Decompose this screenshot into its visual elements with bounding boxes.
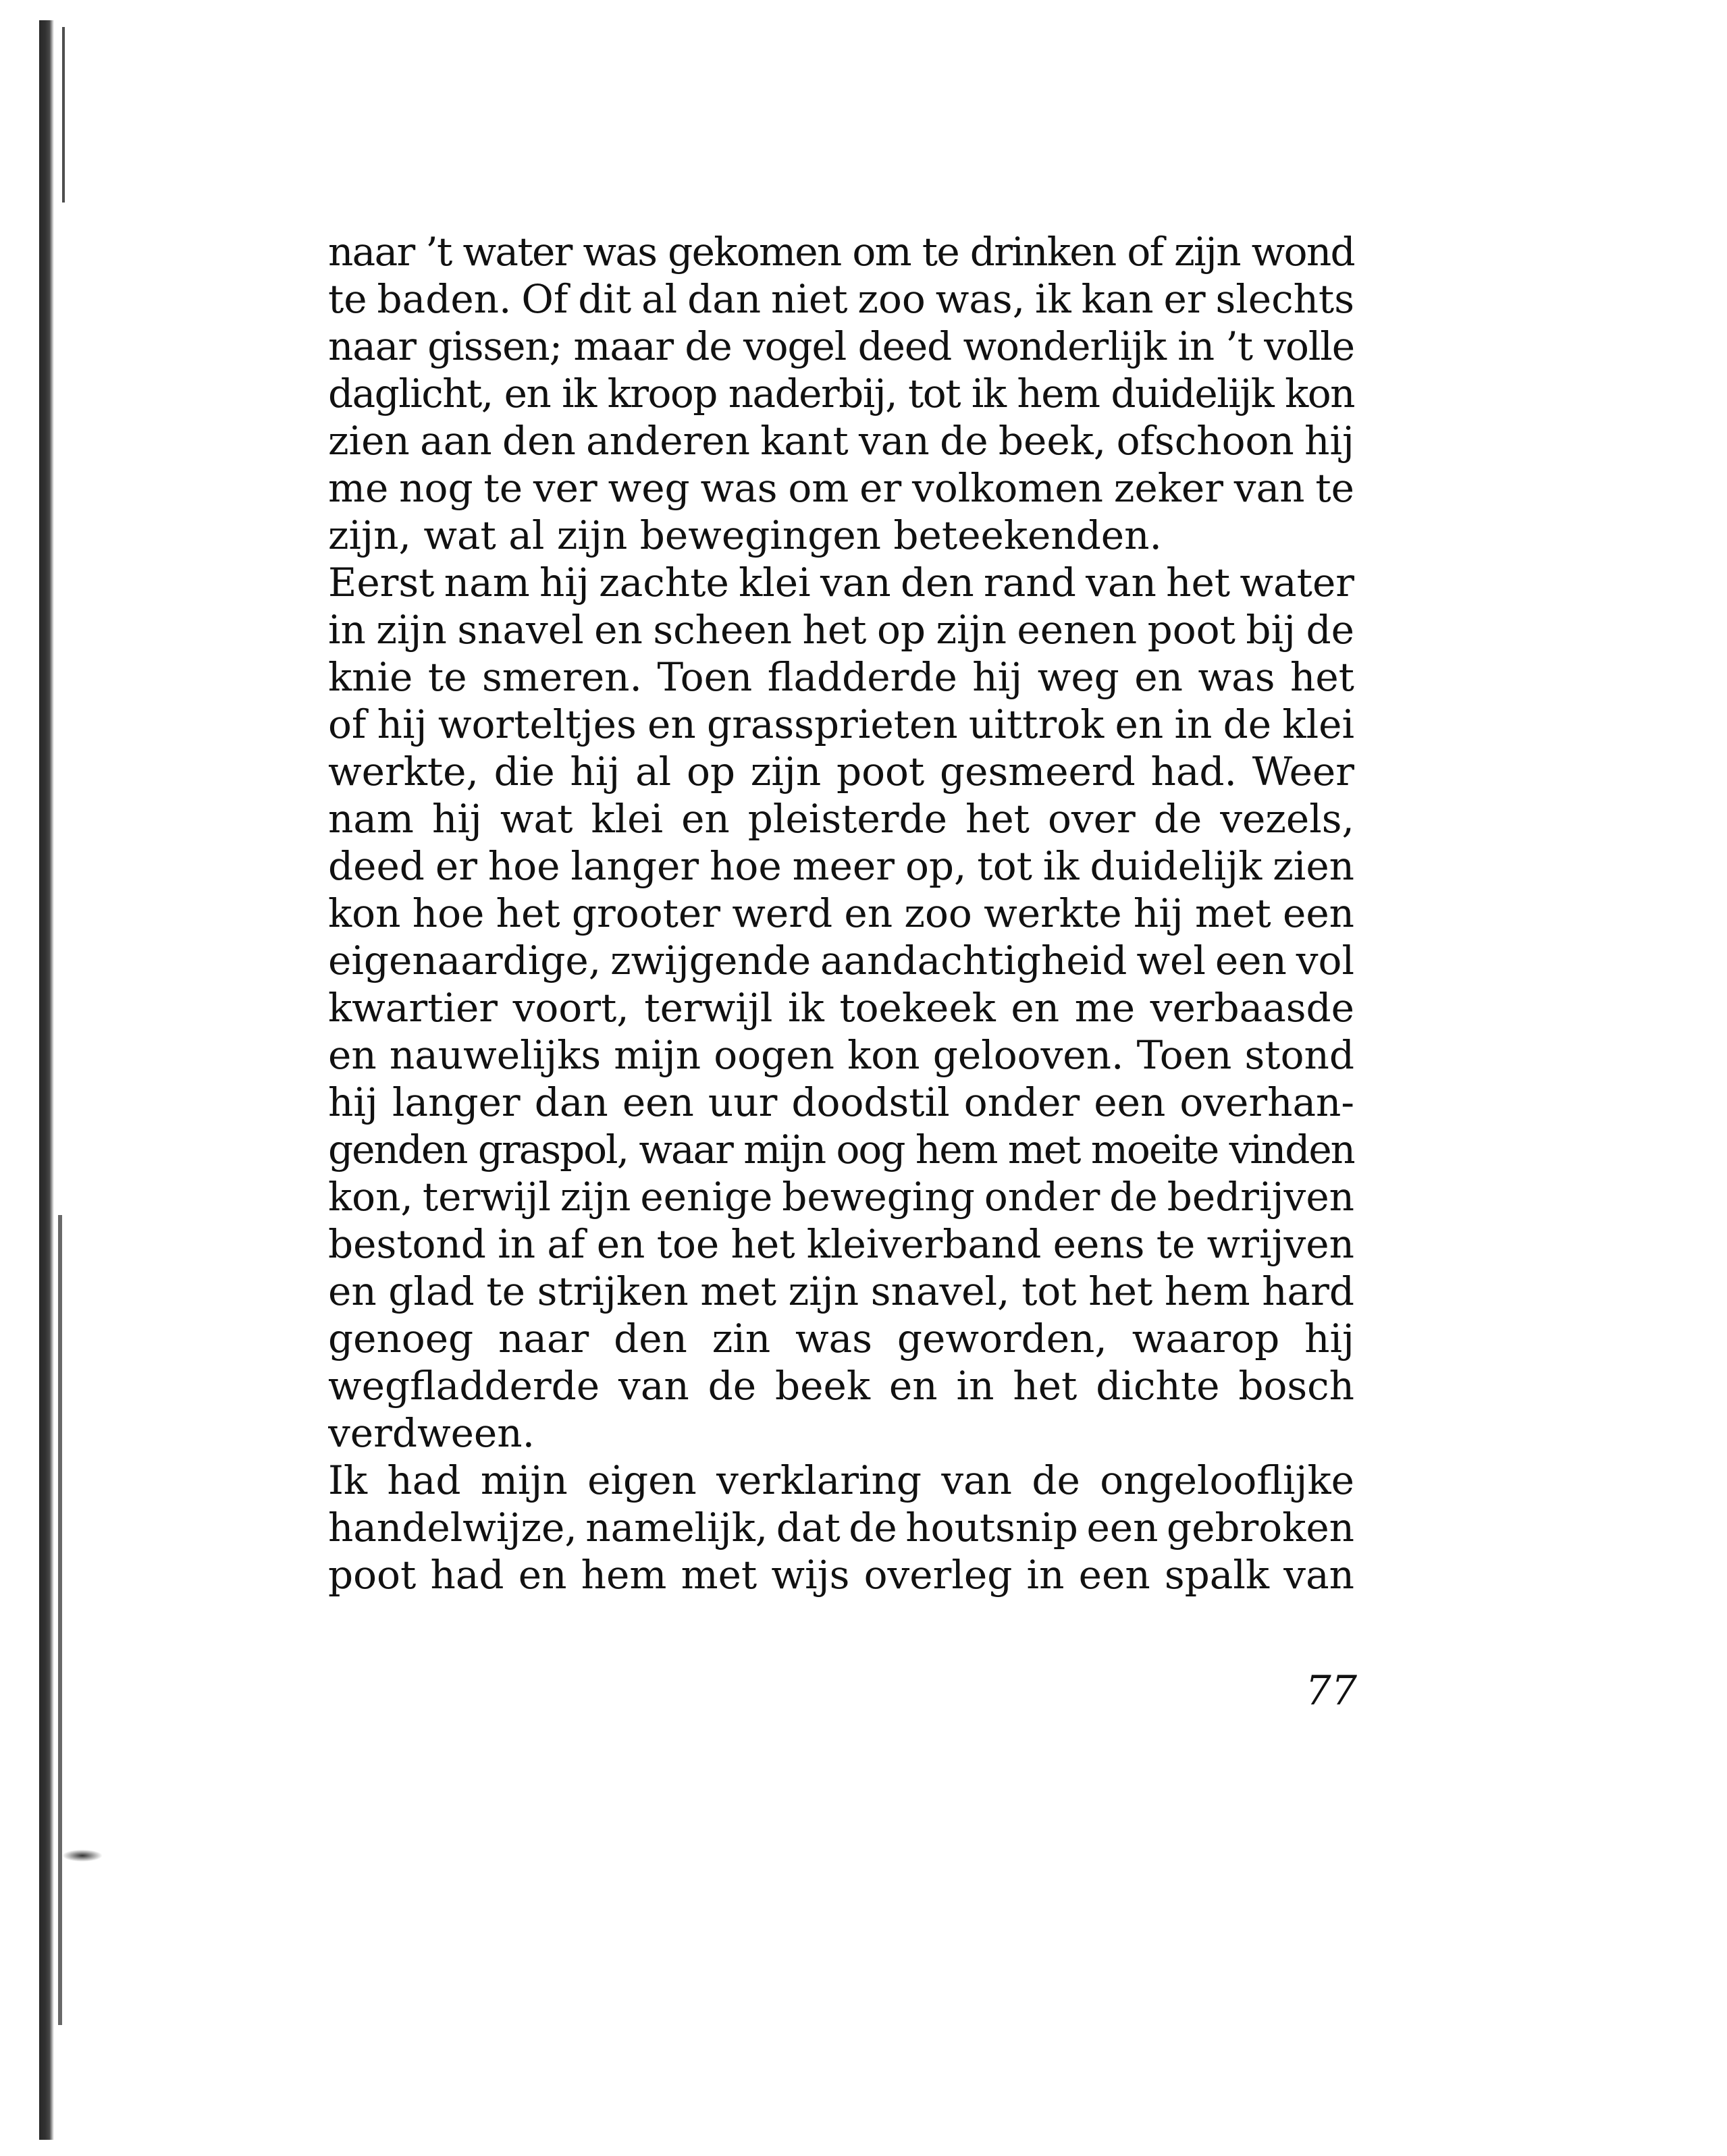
text-line: en glad te strijken met zijn snavel, tot het hem hard [328,1268,1354,1314]
text-line: hij langer dan een uur doodstil onder een overhan- [328,1079,1354,1125]
text-line: en nauwelijks mijn oogen kon gelooven. Toen stond [328,1032,1354,1078]
text-line: kon, terwijl zijn eenige beweging onder de bedrijven [328,1174,1354,1220]
page-number: 77 [1305,1667,1357,1715]
text-line: daglicht, en ik kroop naderbij, tot ik hem duidelijk kon [328,371,1354,416]
text-line: zijn, wat al zijn bewegingen beteekenden. [328,512,1162,558]
text-line: of hij worteltjes en grassprieten uittrok en in de klei [328,701,1354,747]
text-line: verdween. [328,1410,535,1456]
text-line: genoeg naar den zin was geworden, waarop hij [328,1316,1354,1362]
scan-binding-edge-mark [58,1215,62,2025]
text-line: Eerst nam hij zachte klei van den rand van het water [328,560,1354,605]
text-line: me nog te ver weg was om er volkomen zeker van te [328,465,1354,511]
text-line: bestond in af en toe het kleiverband eens te wrijven [328,1221,1354,1267]
scan-binding-edge [39,20,54,2140]
text-line: Ik had mijn eigen verklaring van de ongelooflijke [328,1457,1354,1503]
text-line: nam hij wat klei en pleisterde het over de vezels, [328,796,1354,842]
text-line: knie te smeren. Toen fladderde hij weg en was het [328,654,1354,700]
text-line: kon hoe het grooter werd en zoo werkte hij met een [328,890,1354,936]
text-line: zien aan den anderen kant van de beek, ofschoon hij [328,418,1354,464]
text-line: kwartier voort, terwijl ik toekeek en me verbaasde [328,985,1354,1031]
text-line: poot had en hem met wijs overleg in een spalk van [328,1552,1354,1598]
text-line: in zijn snavel en scheen het op zijn eenen poot bij de [328,607,1354,653]
scan-speck [62,1850,103,1862]
text-line: naar gissen; maar de vogel deed wonderlijk in ’t volle [328,323,1354,369]
text-line: handelwijze, namelijk, dat de houtsnip een gebroken [328,1505,1354,1551]
text-line: eigenaardige, zwijgende aandachtigheid wel een vol [328,938,1354,983]
text-line: deed er hoe langer hoe meer op, tot ik duidelijk zien [328,843,1354,889]
text-line: wegfladderde van de beek en in het dichte bosch [328,1363,1354,1409]
text-line: werkte, die hij al op zijn poot gesmeerd had. Weer [328,749,1354,794]
text-line: genden graspol, waar mijn oog hem met moeite vinden [328,1127,1354,1173]
scan-binding-edge-mark [62,27,65,203]
text-line: naar ’t water was gekomen om te drinken of zijn wond [328,229,1354,275]
text-line: te baden. Of dit al dan niet zoo was, ik kan er slechts [328,276,1354,322]
body-text [328,228,1354,1598]
